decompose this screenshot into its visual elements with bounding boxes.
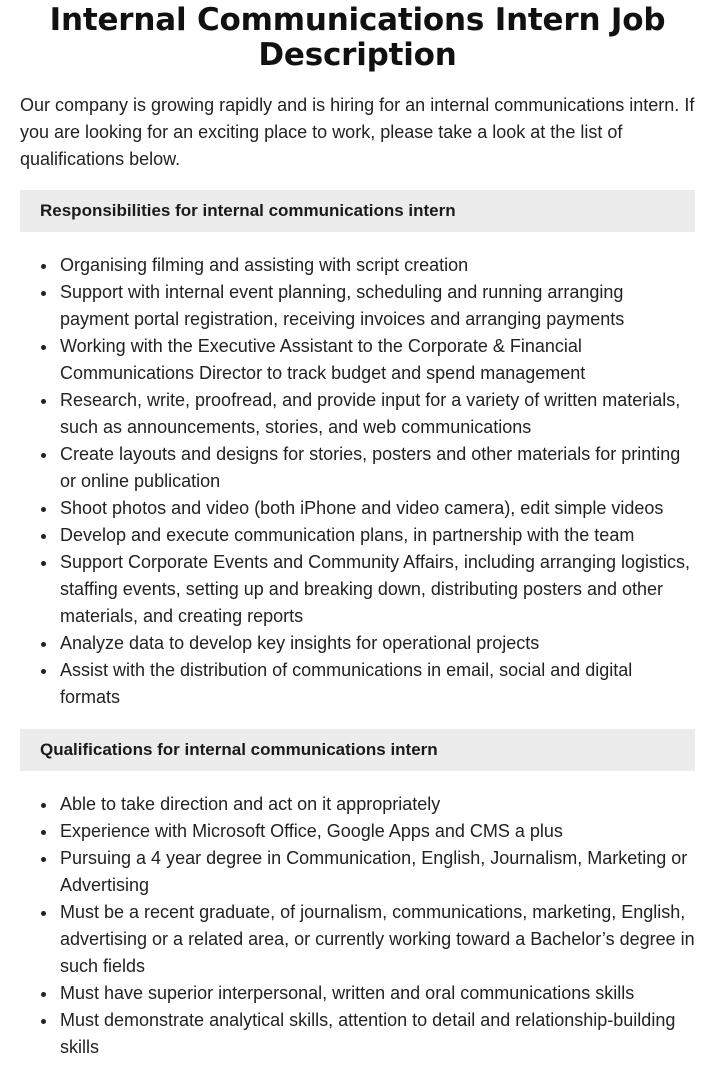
qualification-item: Must be a recent graduate, of journalism, communications, marketing, English, advertising or a related area, or currently working toward a Bachelor’s degree in such fields [60,899,695,980]
qualification-item: Experience with Microsoft Office, Google Apps and CMS a plus [60,818,695,845]
responsibility-item: Shoot photos and video (both iPhone and video camera), edit simple videos [60,495,695,522]
qualification-item: Able to take direction and act on it appropriately [60,791,695,818]
responsibility-item: Analyze data to develop key insights for operational projects [60,630,695,657]
intro-paragraph: Our company is growing rapidly and is hiring for an internal communications intern. If you are looking for an exciting place to work, please take a look at the list of qualifications below. [20,95,695,169]
qualification-item: Must have superior interpersonal, written and oral communications skills [60,980,695,1007]
responsibilities-list [20,252,695,711]
responsibility-item: Support with internal event planning, scheduling and running arranging payment portal registration, receiving invoices and arranging payments [60,279,695,333]
qualifications-heading: Qualifications for internal communications intern [20,729,695,771]
qualification-item: Pursuing a 4 year degree in Communication, English, Journalism, Marketing or Advertising [60,845,695,899]
page-title: Internal Communications Intern Job Description [49,2,666,73]
responsibility-item: Develop and execute communication plans, in partnership with the team [60,522,695,549]
qualification-item: Must demonstrate analytical skills, attention to detail and relationship-building skills [60,1007,695,1061]
responsibility-item: Assist with the distribution of communications in email, social and digital formats [60,657,695,711]
qualifications-list [20,791,695,1061]
responsibility-item: Research, write, proofread, and provide input for a variety of written materials, such as announcements, stories, and web communications [60,387,695,441]
responsibility-item: Create layouts and designs for stories, posters and other materials for printing or online publication [60,441,695,495]
responsibilities-heading: Responsibilities for internal communications intern [20,190,695,232]
responsibility-item: Working with the Executive Assistant to the Corporate & Financial Communications Director to track budget and spend management [60,333,695,387]
responsibility-item: Organising filming and assisting with script creation [60,252,695,279]
responsibility-item: Support Corporate Events and Community Affairs, including arranging logistics, staffing events, setting up and breaking down, distributing posters and other materials, and creating reports [60,549,695,630]
